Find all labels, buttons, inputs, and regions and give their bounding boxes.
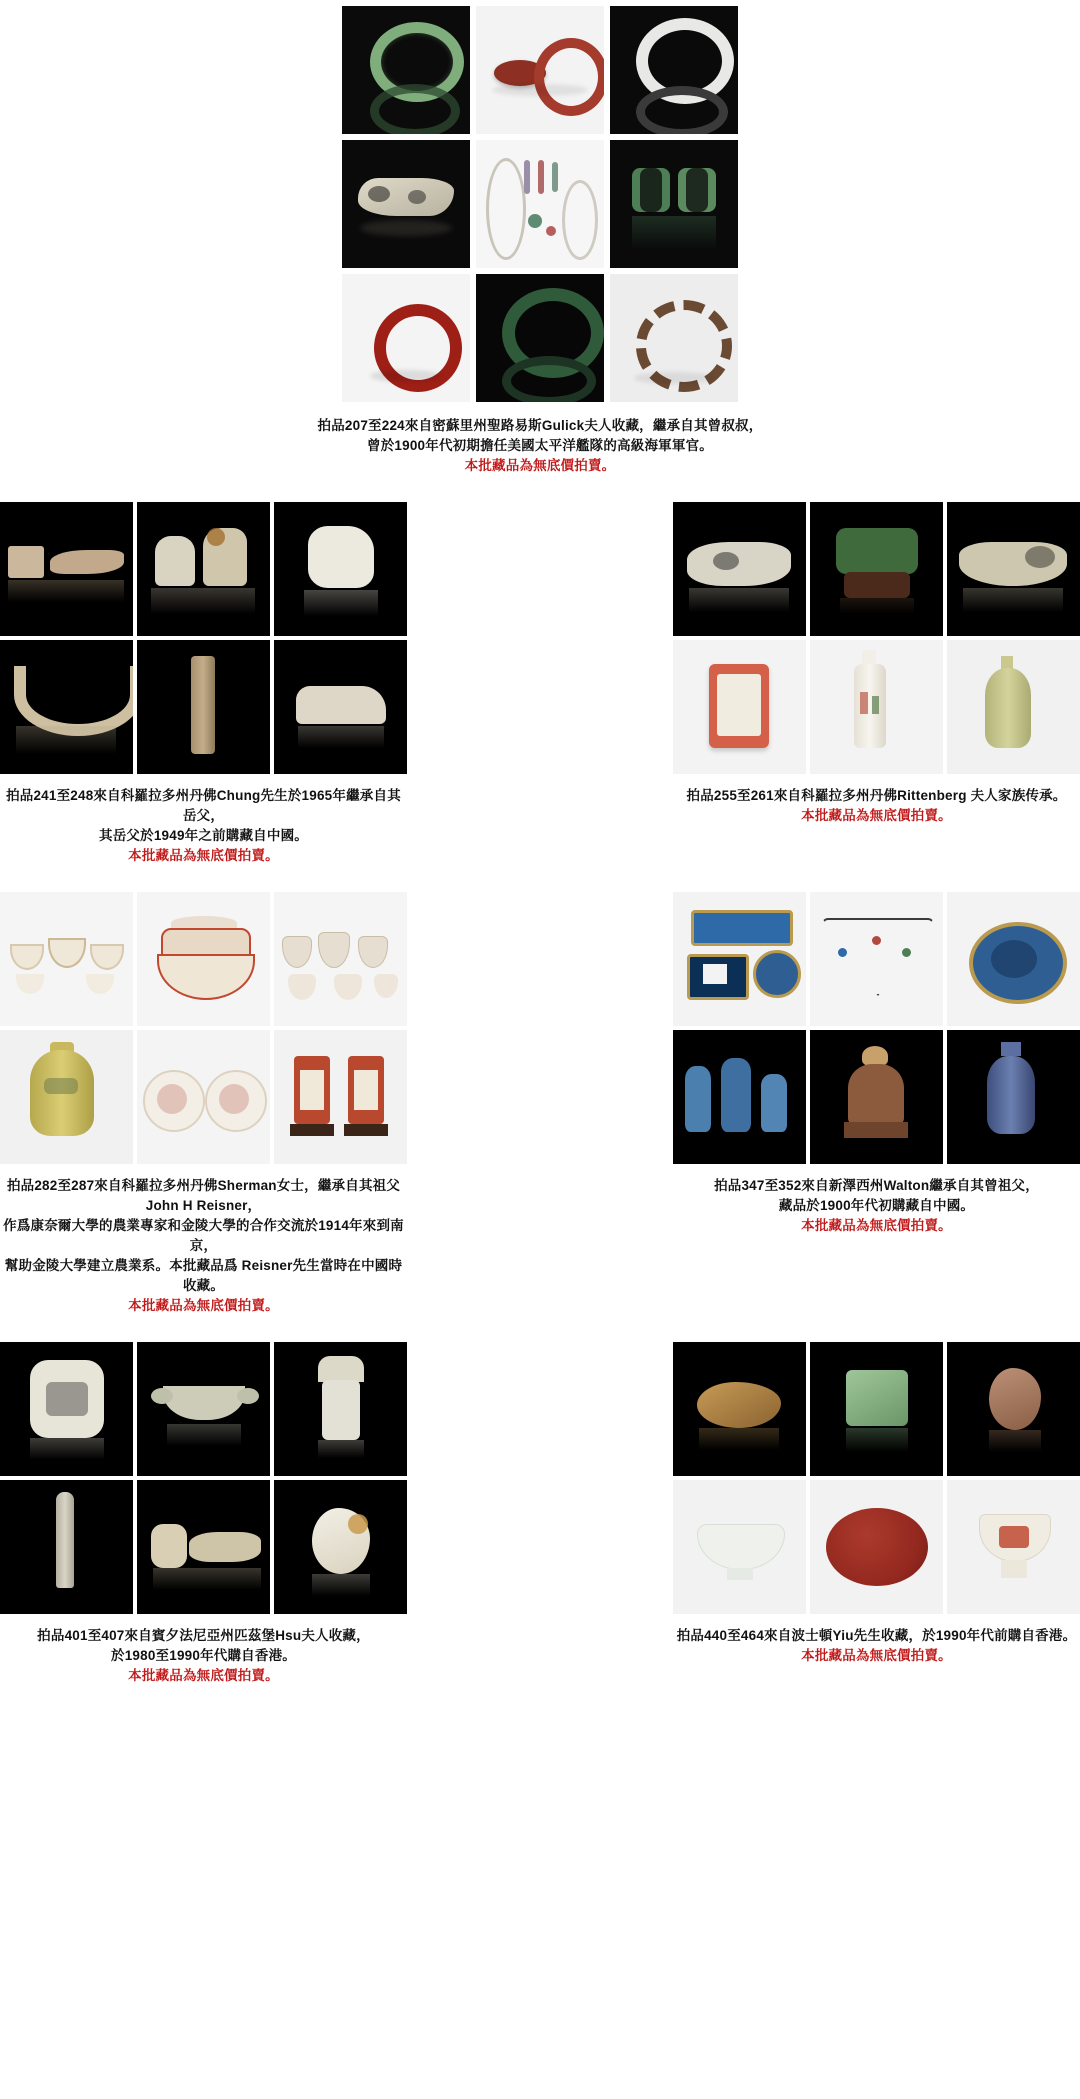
section-2-left-caption xyxy=(0,786,407,866)
caption-line: 拍品241至248來自科羅拉多州丹佛Chung先生於1965年繼承自其岳父， xyxy=(6,788,401,823)
cloisonne-circular-box xyxy=(947,892,1080,1026)
celadon-glazed-baluster-vase xyxy=(947,640,1080,774)
section-3-left-caption xyxy=(0,1176,407,1316)
cloisonne-buckle-and-box-group xyxy=(673,892,806,1026)
cloisonne-baluster-vase xyxy=(947,1030,1080,1164)
caption-red-line: 本批藏品為無底價拍賣。 xyxy=(801,1218,952,1233)
section-4-right-caption xyxy=(673,1626,1080,1666)
section-4-left-grid xyxy=(0,1342,407,1614)
caption-line: 拍品440至464來自波士頓Yiu先生收藏，於1990年代前購自香港。 xyxy=(676,1628,1077,1643)
caption-line: 拍品207至224來自密蘇里州聖路易斯Gulick夫人收藏，繼承自其曾叔叔， xyxy=(317,418,763,433)
caption-line: 其岳父於1949年之前購藏自中國。 xyxy=(99,828,308,843)
white-jade-beast-carving xyxy=(274,502,407,636)
lidded-cups-group xyxy=(274,892,407,1026)
caption-line: 拍品282至287來自科羅拉多州丹佛Sherman女士，繼承自其祖父John H Reisner， xyxy=(6,1178,401,1213)
coral-ground-vases-on-stands xyxy=(274,1030,407,1164)
caption-red-line: 本批藏品為無底價拍賣。 xyxy=(128,1298,279,1313)
caption-red-line: 本批藏品為無底價拍賣。 xyxy=(128,1668,279,1683)
famille-rose-rouleau-vase xyxy=(810,640,943,774)
copper-red-glazed-dish xyxy=(810,1480,943,1614)
section-2-right-caption xyxy=(673,786,1080,826)
caption-line: 曾於1900年代初期擔任美國太平洋艦隊的高級海軍軍官。 xyxy=(367,438,713,453)
section-4 xyxy=(0,1342,1080,1686)
celadon-jade-handled-cup xyxy=(137,1342,270,1476)
section-1 xyxy=(0,0,1080,476)
russet-white-jade-pebble-carving xyxy=(274,1480,407,1614)
pale-celadon-jade-brushwasher xyxy=(947,502,1080,636)
section-3-right xyxy=(673,892,1080,1316)
caption-red-line: 本批藏品為無底價拍賣。 xyxy=(464,458,616,473)
section-2-right-grid xyxy=(673,502,1080,774)
iron-red-dragon-dishes-pair xyxy=(137,1030,270,1164)
section-4-left xyxy=(0,1342,407,1686)
section-3-left-grid xyxy=(0,892,407,1164)
beaded-court-necklace xyxy=(810,892,943,1026)
caption-line: 拍品347至352來自新澤西州Walton繼承自其曾祖父， xyxy=(714,1178,1039,1193)
white-jade-bangle xyxy=(610,6,738,134)
section-2 xyxy=(0,502,1080,866)
jade-hairpin-ornament xyxy=(0,1480,133,1614)
red-agate-bangle xyxy=(342,274,470,402)
section-1-caption xyxy=(0,416,1080,476)
caption-line: 於1980至1990年代購自香港。 xyxy=(111,1648,296,1663)
jadeite-rectangular-plaque xyxy=(810,1342,943,1476)
carved-red-jade-bangle-pair xyxy=(476,6,604,134)
twisted-metal-bangle xyxy=(610,274,738,402)
carved-white-jade-plaque xyxy=(342,140,470,268)
section-2-left xyxy=(0,502,407,866)
caption-line: 作爲康奈爾大學的農業專家和金陵大學的合作交流於1914年來到南京， xyxy=(3,1218,404,1253)
section-3-right-caption xyxy=(673,1176,1080,1236)
section-1-image-grid xyxy=(0,6,1080,402)
section-4-right xyxy=(673,1342,1080,1686)
white-jade-openwork-plaque xyxy=(0,1342,133,1476)
jade-necklace-and-earrings-group xyxy=(476,140,604,268)
archaic-jade-arc-huang xyxy=(0,640,133,774)
section-3-left xyxy=(0,892,407,1316)
jade-carved-figures-group xyxy=(137,1480,270,1614)
section-4-left-caption xyxy=(0,1626,407,1686)
white-jade-lotus-brushwasher xyxy=(673,502,806,636)
spinach-jade-censer-on-stand xyxy=(810,502,943,636)
caption-line: 藏品於1900年代初購藏自中國。 xyxy=(778,1198,975,1213)
caption-red-line: 本批藏品為無底價拍賣。 xyxy=(128,848,279,863)
green-jade-archers-rings xyxy=(610,140,738,268)
section-3-right-grid xyxy=(673,892,1080,1164)
caption-line: 幫助金陵大學建立農業系。本批藏品爲 Reisner先生當時在中國時收藏。 xyxy=(4,1258,403,1293)
yellow-ground-dragon-jar xyxy=(0,1030,133,1164)
agate-carved-beast xyxy=(673,1342,806,1476)
section-2-left-grid xyxy=(0,502,407,774)
dark-green-jade-bangle xyxy=(476,274,604,402)
iron-red-dragon-stem-cup xyxy=(947,1480,1080,1614)
famille-rose-cups-set xyxy=(0,892,133,1026)
caption-red-line: 本批藏品為無底價拍賣。 xyxy=(801,1648,952,1663)
wood-carved-seated-figure xyxy=(810,1030,943,1164)
white-glazed-lobed-cup xyxy=(673,1480,806,1614)
amber-carved-figure xyxy=(947,1342,1080,1476)
jadeite-bangle-green xyxy=(342,6,470,134)
white-jade-openwork-vase xyxy=(274,1342,407,1476)
caption-line: 拍品255至261來自科羅拉多州丹佛Rittenberg 夫人家族传承。 xyxy=(686,788,1067,803)
caption-line: 拍品401至407來自賓夕法尼亞州匹茲堡Hsu夫人收藏， xyxy=(37,1628,370,1643)
cloisonne-miniature-vases-group xyxy=(673,1030,806,1164)
section-3 xyxy=(0,892,1080,1316)
section-2-right xyxy=(673,502,1080,866)
carved-stone-recumbent-beast xyxy=(274,640,407,774)
iron-red-dragon-covered-bowl xyxy=(137,892,270,1026)
section-4-right-grid xyxy=(673,1342,1080,1614)
jade-seal-and-carved-fish xyxy=(0,502,133,636)
caption-red-line: 本批藏品為無底價拍賣。 xyxy=(801,808,952,823)
coral-ground-famille-rose-brushpot xyxy=(673,640,806,774)
jade-cylindrical-cong xyxy=(137,640,270,774)
jade-figural-carvings-pair xyxy=(137,502,270,636)
